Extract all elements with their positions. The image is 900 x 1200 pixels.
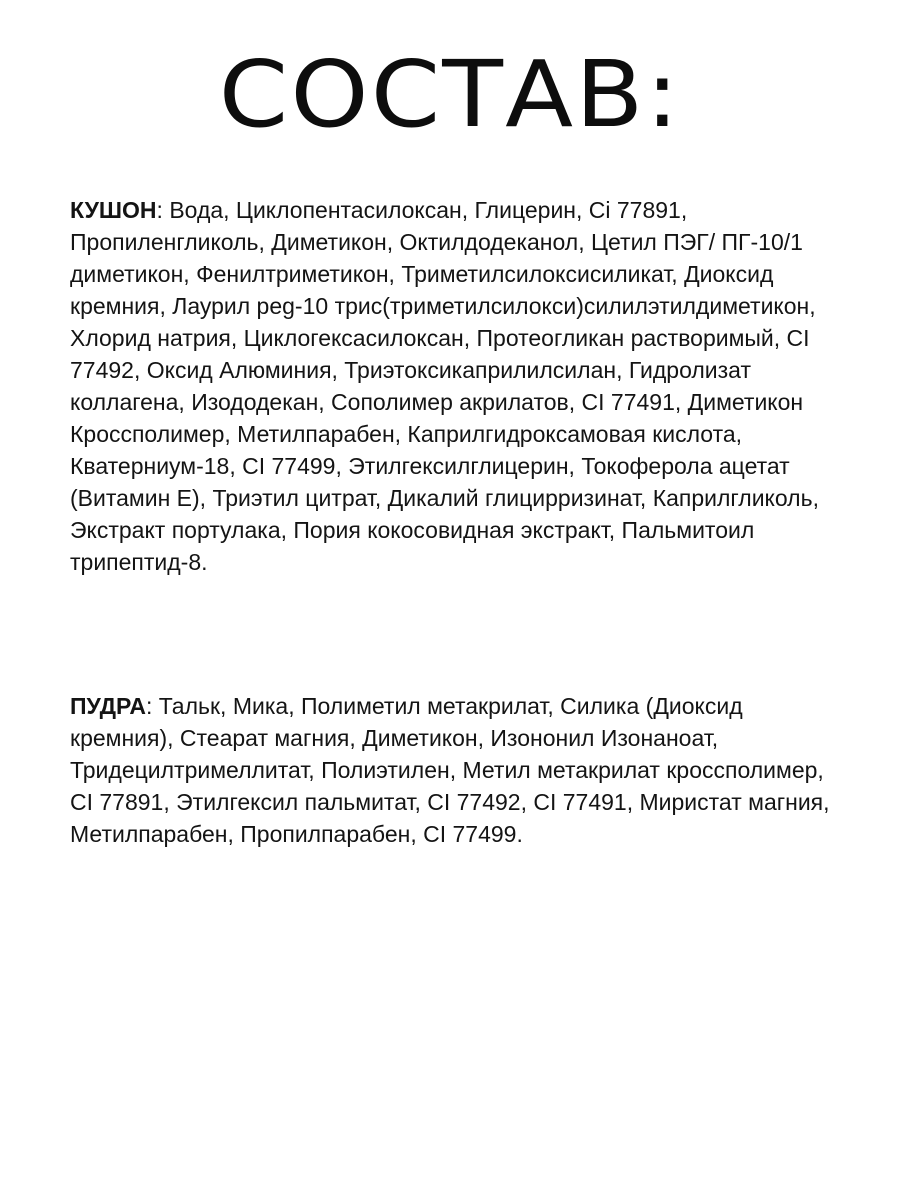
- cushion-label: КУШОН: [70, 197, 157, 223]
- powder-label: ПУДРА: [70, 693, 146, 719]
- cushion-separator: :: [156, 197, 170, 223]
- page-title: СОСТАВ:: [218, 41, 682, 148]
- powder-separator: :: [146, 693, 159, 719]
- powder-ingredients-paragraph: [70, 690, 840, 850]
- powder-ingredients-text: Тальк, Мика, Полиметил метакрилат, Силика (Диоксид кремния), Стеарат магния, Диметикон, Изононил Изонаноат, Тридецилтримеллитат, Полиэтилен, Метил метакрилат кроссполимер, CI 77891, Этилгексил пальмитат, CI 77492, CI 77491, Миристат магния, Метилпарабен, Пропилпарабен, CI 77499.: [70, 693, 830, 847]
- cushion-ingredients-paragraph: [70, 194, 840, 578]
- cushion-ingredients-text: Вода, Циклопентасилоксан, Глицерин, Ci 77891, Пропиленгликоль, Диметикон, Октилдодеканол, Цетил ПЭГ/ ПГ-10/1 диметикон, Фенилтриметикон, Триметилсилоксисиликат, Диоксид кремния, Лаурил peg-10 трис(триметилсилокси)силилэтилдиметикон, Хлорид натрия, Циклогексасилоксан, Протеогликан растворимый, CI 77492, Оксид Алюминия, Триэтоксикаприлилсилан, Гидролизат коллагена, Изододекан, Сополимер акрилатов, CI 77491, Диметикон Кроссполимер, Метилпарабен, Каприлгидроксамовая кислота, Кватерниум-18, CI 77499, Этилгексилглицерин, Токоферола ацетат (Витамин Е), Триэтил цитрат, Дикалий глицирризинат, Каприлгликоль, Экстракт портулака, Пория кокосовидная экстракт, Пальмитоил трипептид-8.: [70, 197, 819, 575]
